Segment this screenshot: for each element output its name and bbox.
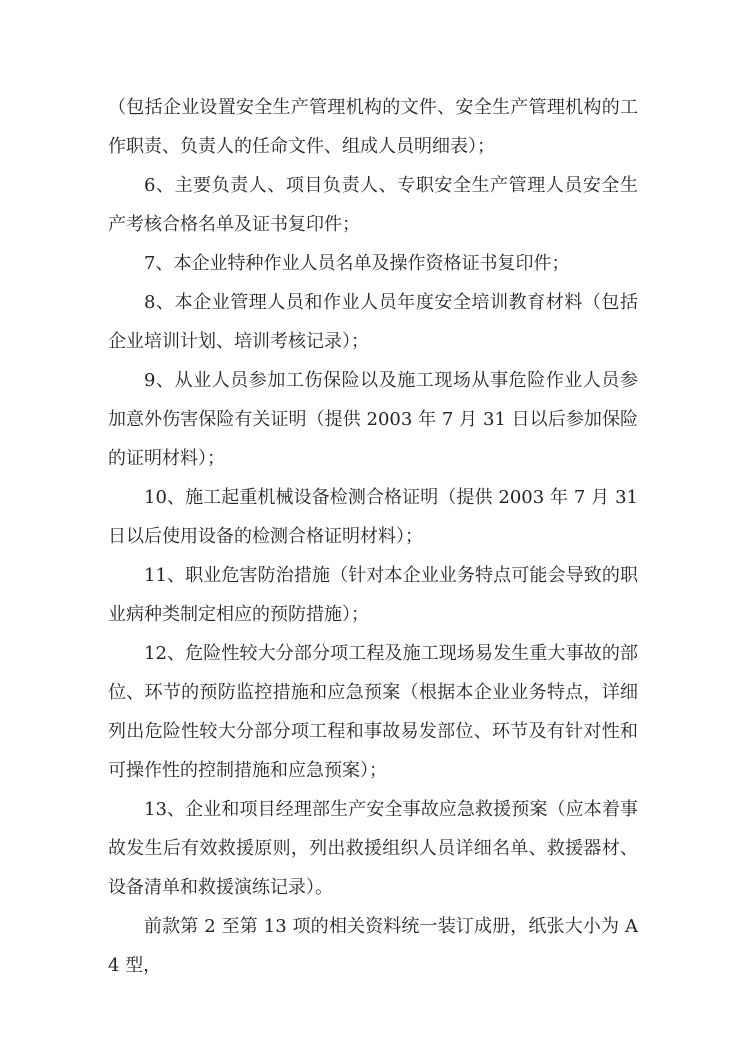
document-body (108, 88, 638, 985)
paragraph: 7、本企业特种作业人员名单及操作资格证书复印件； (144, 253, 570, 274)
paragraph: 12、危险性较大分部分项工程及施工现场易发生重大事故的部位、环节的预防监控措施和应急预案（根据本企业业务特点，详细列出危险性较大分部分项工程和事故易发部位、环节及有针对性和可操作性的控制措施和应急预案）； (108, 643, 638, 781)
paragraph: （包括企业设置安全生产管理机构的文件、安全生产管理机构的工作职责、负责人的任命文件、组成人员明细表）； (108, 97, 638, 157)
paragraph: 8、本企业管理人员和作业人员年度安全培训教育材料（包括企业培训计划、培训考核记录）； (108, 292, 638, 352)
paragraph: 9、从业人员参加工伤保险以及施工现场从事危险作业人员参加意外伤害保险有关证明（提供 2003 年 7 月 31 日以后参加保险的证明材料）； (108, 370, 638, 469)
paragraph: 13、企业和项目经理部生产安全事故应急救援预案（应本着事故发生后有效救援原则，列出救援组织人员详细名单、救援器材、设备清单和救援演练记录）。 (108, 799, 638, 898)
paragraph: 前款第 2 至第 13 项的相关资料统一装订成册，纸张大小为 A4 型， (108, 916, 638, 976)
paragraph: 6、主要负责人、项目负责人、专职安全生产管理人员安全生产考核合格名单及证书复印件； (108, 175, 638, 235)
paragraph: 11、职业危害防治措施（针对本企业业务特点可能会导致的职业病种类制定相应的预防措施）； (108, 565, 638, 625)
paragraph: 10、施工起重机械设备检测合格证明（提供 2003 年 7 月 31 日以后使用设备的检测合格证明材料）； (108, 487, 638, 547)
